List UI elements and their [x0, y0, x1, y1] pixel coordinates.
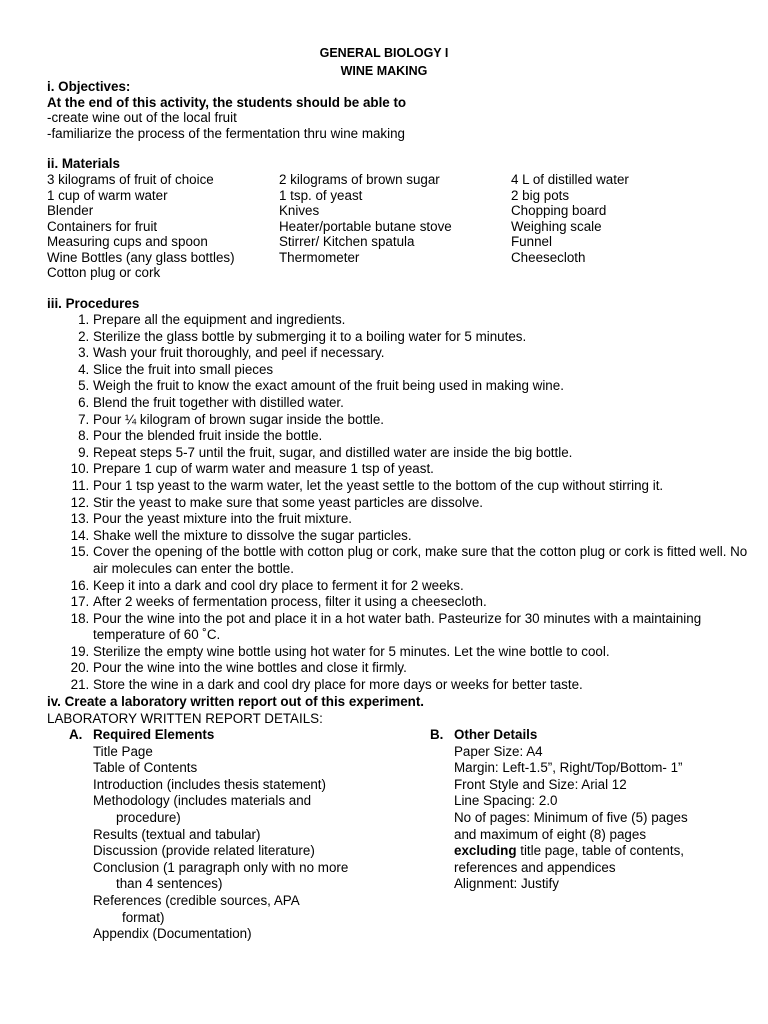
- material-item: Cotton plug or cork: [47, 265, 161, 280]
- procedure-step: 17. After 2 weeks of fermentation process, filter it using a cheesecloth.: [93, 594, 753, 611]
- procedure-step: 15. Cover the opening of the bottle with cotton plug or cork, make sure that the cotton plug or cork is fitted well. No air molecules can enter the bottle.: [93, 544, 753, 577]
- material-item: Knives: [279, 203, 320, 218]
- line-spacing: Line Spacing: 2.0: [454, 793, 558, 809]
- material-item: 4 L of distilled water: [511, 172, 629, 187]
- required-item: Discussion (provide related literature): [93, 843, 315, 859]
- alignment: Alignment: Justify: [454, 876, 559, 892]
- other-letter: B.: [430, 727, 444, 742]
- margin: Margin: Left-1.5”, Right/Top/Bottom- 1”: [454, 760, 683, 776]
- material-item: 1 tsp. of yeast: [279, 187, 363, 203]
- required-item: References (credible sources, APA format): [93, 892, 299, 925]
- required-elements: [69, 727, 399, 943]
- procedure-step: 8. Pour the blended fruit inside the bottle.: [93, 428, 753, 445]
- objective-item: -create wine out of the local fruit: [47, 110, 237, 125]
- material-item: Blender: [47, 203, 94, 218]
- objectives-heading: i. Objectives:: [47, 79, 131, 94]
- procedure-step: 9. Repeat steps 5-7 until the fruit, sugar, and distilled water are inside the big bottle.: [93, 445, 753, 462]
- procedures-heading: iii. Procedures: [47, 296, 140, 311]
- required-item: Title Page: [93, 743, 153, 759]
- procedure-step: 16. Keep it into a dark and cool dry place to ferment it for 2 weeks.: [93, 578, 753, 595]
- procedure-step: 11. Pour 1 tsp yeast to the warm water, let the yeast settle to the bottom of the cup without stirring it.: [93, 478, 753, 495]
- page-count-emphasis: excluding: [454, 843, 517, 859]
- material-item: Stirrer/ Kitchen spatula: [279, 234, 415, 249]
- required-label: Required Elements: [93, 727, 215, 742]
- procedure-step: 13. Pour the yeast mixture into the fruit mixture.: [93, 511, 753, 528]
- paper-size: Paper Size: A4: [454, 743, 543, 759]
- procedure-step: 2. Sterilize the glass bottle by submerging it to a boiling water for 5 minutes.: [93, 329, 753, 346]
- other-label: Other Details: [454, 727, 538, 742]
- procedure-step: 1. Prepare all the equipment and ingredients.: [93, 312, 753, 329]
- materials-column-2: [279, 172, 452, 265]
- required-item: Introduction (includes thesis statement): [93, 776, 326, 792]
- material-item: Cheesecloth: [511, 249, 586, 265]
- procedure-step: 18. Pour the wine into the pot and place it in a hot water bath. Pasteurize for 30 minutes with a maintaining temperature of 60 ˚C.: [93, 611, 753, 644]
- procedure-step: 19. Sterilize the empty wine bottle using hot water for 5 minutes. Let the wine bottle to cool.: [93, 644, 753, 661]
- required-letter: A.: [69, 727, 83, 742]
- procedure-step: 20. Pour the wine into the wine bottles and close it firmly.: [93, 660, 753, 677]
- material-item: Funnel: [511, 234, 552, 249]
- material-item: 1 cup of warm water: [47, 187, 168, 203]
- objective-item: -familiarize the process of the fermentation thru wine making: [47, 126, 405, 141]
- report-heading: iv. Create a laboratory written report out of this experiment.: [47, 694, 424, 709]
- font-spec: Front Style and Size: Arial 12: [454, 776, 627, 792]
- material-item: Heater/portable butane stove: [279, 218, 452, 234]
- required-item: Methodology (includes materials and procedure): [93, 793, 312, 825]
- material-item: 2 big pots: [511, 187, 570, 203]
- required-item: Appendix (Documentation): [93, 926, 252, 942]
- materials-column-3: [511, 172, 629, 265]
- other-details: [430, 727, 710, 893]
- procedure-step: 3. Wash your fruit thoroughly, and peel if necessary.: [93, 345, 753, 362]
- materials-heading: ii. Materials: [47, 156, 120, 171]
- required-item: Conclusion (1 paragraph only with no more than 4 sentences): [93, 859, 349, 892]
- report-subheading: LABORATORY WRITTEN REPORT DETAILS:: [47, 711, 323, 726]
- procedure-list: [47, 312, 753, 694]
- material-item: 2 kilograms of brown sugar: [279, 172, 440, 187]
- procedure-step: 6. Blend the fruit together with distilled water.: [93, 395, 753, 412]
- material-item: Wine Bottles (any glass bottles): [47, 249, 235, 265]
- material-item: Chopping board: [511, 203, 607, 218]
- page-count-exclusions: title page, table of contents, references and appendices: [454, 843, 685, 875]
- objectives-lead: At the end of this activity, the students should be able to: [47, 95, 407, 110]
- materials-column-1: [47, 172, 235, 281]
- procedure-step: 14. Shake well the mixture to dissolve the sugar particles.: [93, 528, 753, 545]
- course-title: GENERAL BIOLOGY I: [319, 46, 449, 60]
- material-item: Containers for fruit: [47, 218, 158, 234]
- procedure-step: 4. Slice the fruit into small pieces: [93, 362, 753, 379]
- procedure-step: 10. Prepare 1 cup of warm water and measure 1 tsp of yeast.: [93, 461, 753, 478]
- material-item: 3 kilograms of fruit of choice: [47, 172, 214, 187]
- activity-title: WINE MAKING: [340, 64, 428, 78]
- page-count-text: No of pages: Minimum of five (5) pages and maximum of eight (8) pages: [454, 809, 688, 842]
- material-item: Thermometer: [279, 249, 360, 265]
- page-count: [430, 810, 704, 876]
- procedure-step: 7. Pour ¼ kilogram of brown sugar inside the bottle.: [93, 412, 753, 429]
- required-item: Table of Contents: [93, 760, 198, 776]
- required-item: Results (textual and tabular): [93, 826, 261, 842]
- material-item: Measuring cups and spoon: [47, 234, 208, 249]
- procedure-step: 12. Stir the yeast to make sure that some yeast particles are dissolve.: [93, 495, 753, 512]
- procedure-step: 21. Store the wine in a dark and cool dry place for more days or weeks for better taste.: [93, 677, 753, 694]
- material-item: Weighing scale: [511, 218, 602, 234]
- procedure-step: 5. Weigh the fruit to know the exact amount of the fruit being used in making wine.: [93, 378, 753, 395]
